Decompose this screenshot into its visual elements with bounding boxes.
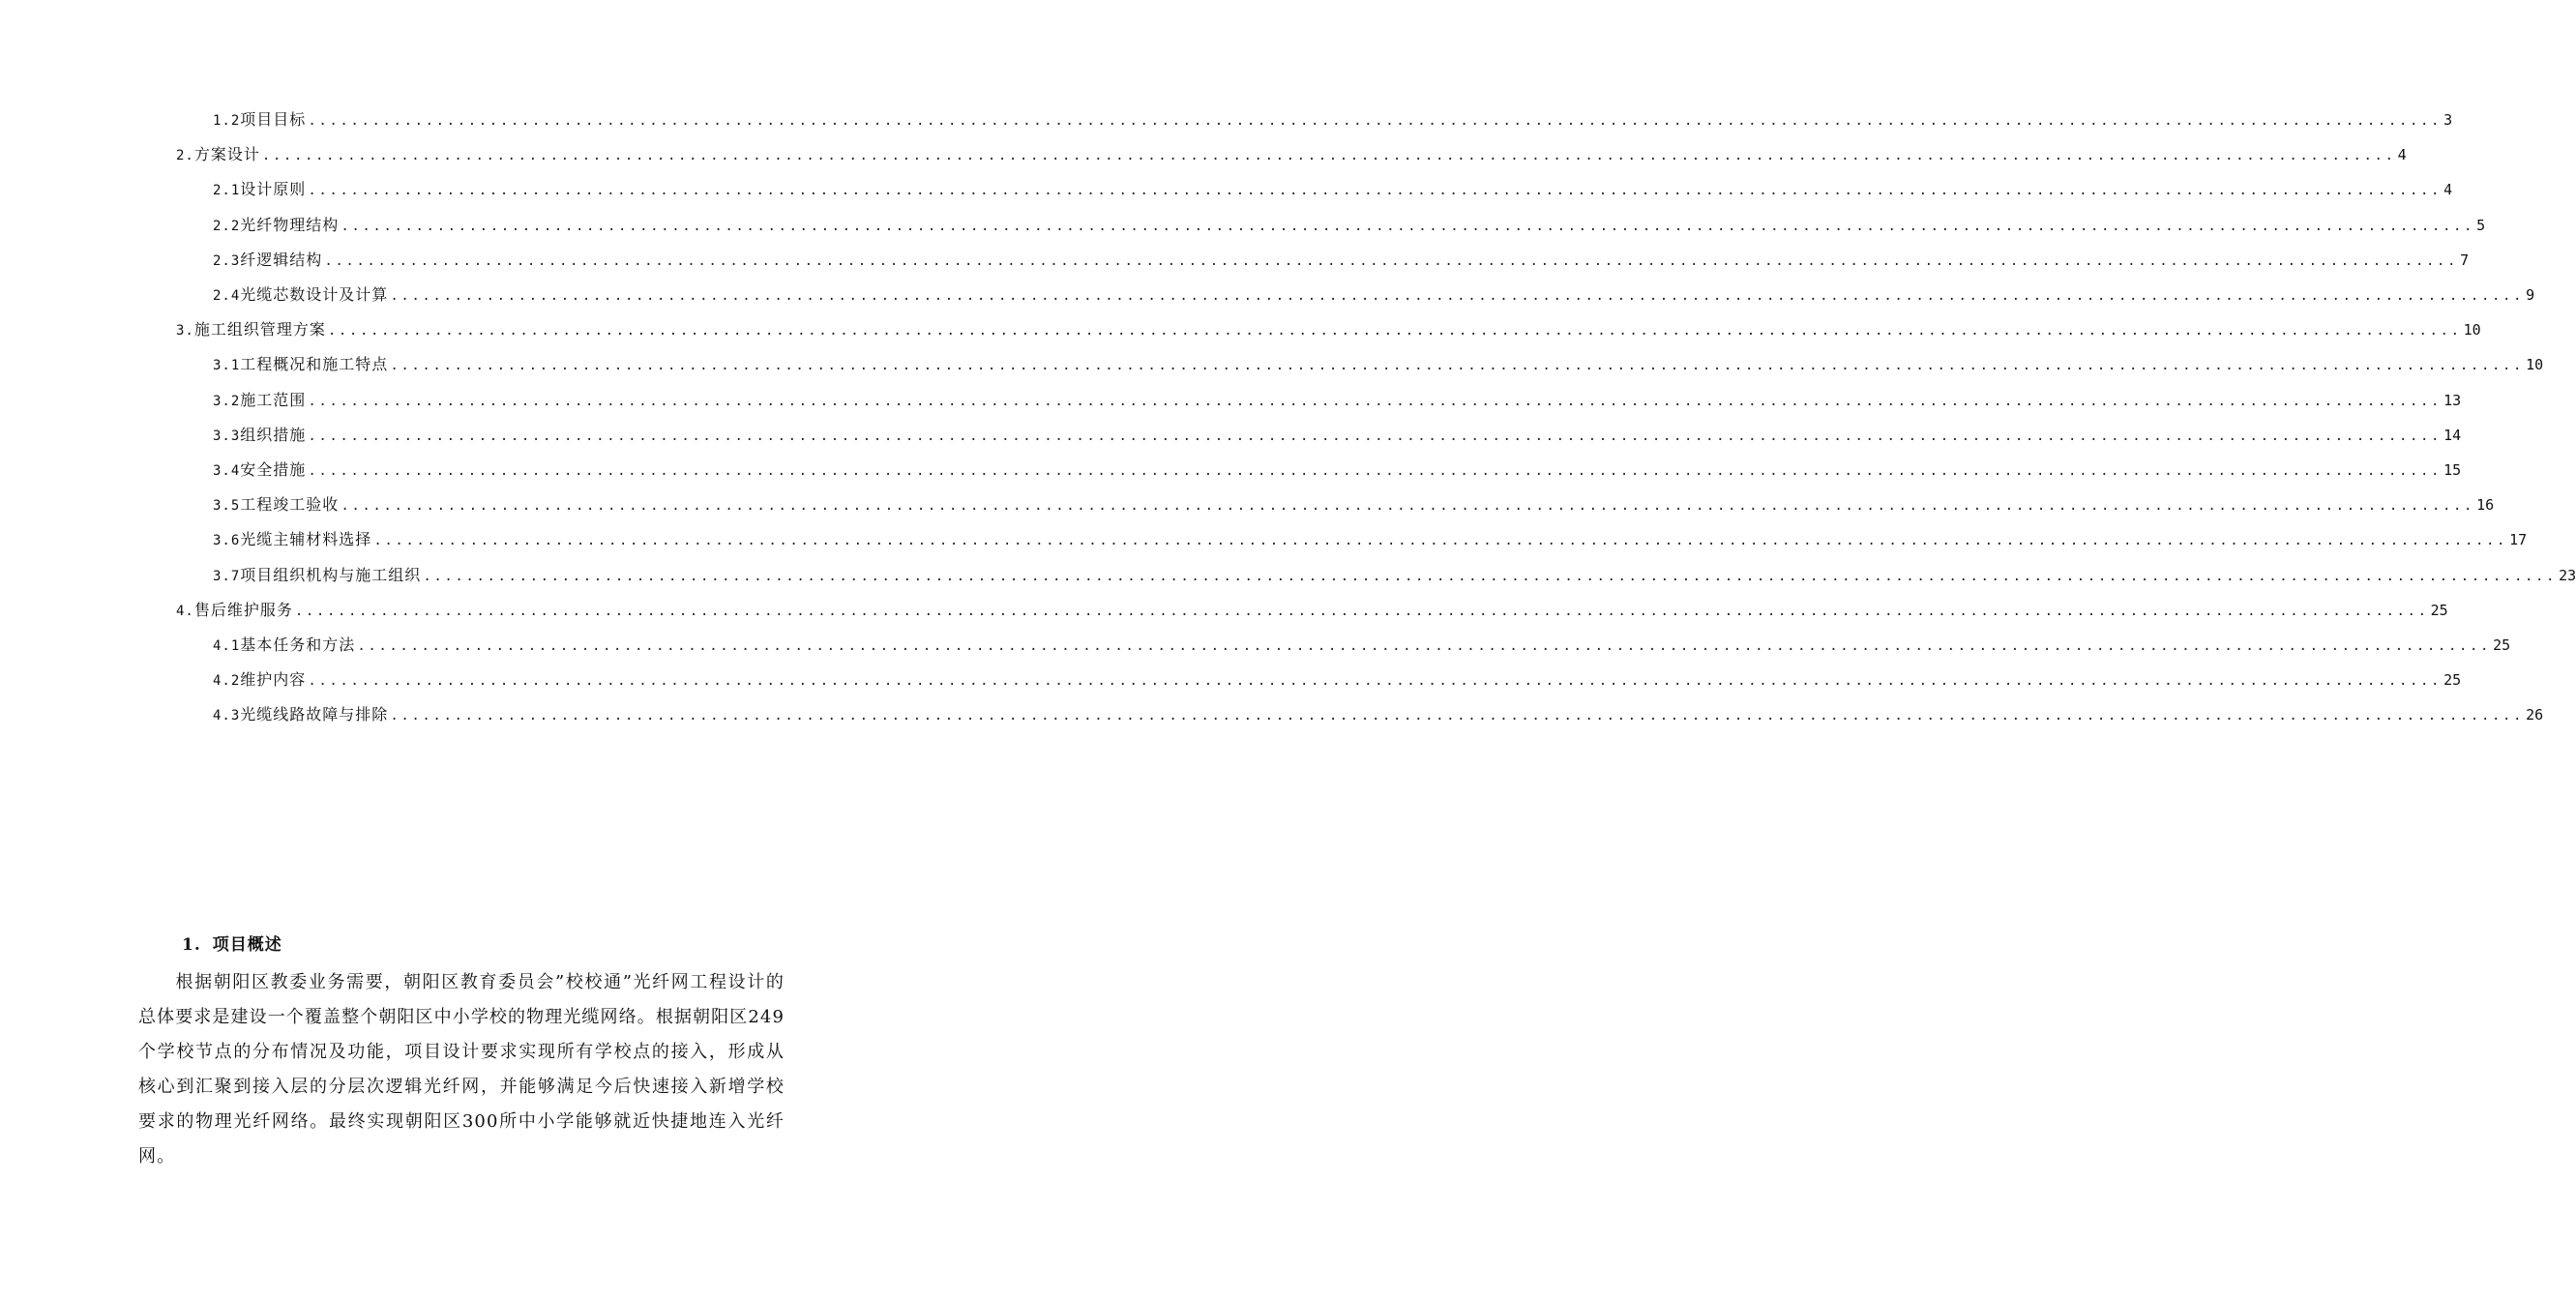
toc-entry[interactable] [213, 562, 2576, 589]
toc-entry[interactable] [213, 351, 2544, 378]
toc-entry-title: 售后维护服务 [193, 600, 293, 619]
toc-entry[interactable] [213, 106, 2453, 133]
toc-entry-page: 7 [2460, 251, 2470, 269]
toc-leader-dots: ........................................................................................................................................................................................................ [390, 288, 2525, 304]
toc-entry-title: 光缆线路故障与排除 [240, 705, 389, 724]
toc-entry-page: 10 [2526, 356, 2544, 374]
toc-entry-page: 17 [2509, 531, 2528, 549]
toc-leader-dots: ........................................................................................................................................................................................................ [294, 603, 2429, 619]
toc-entry-title: 组织措施 [240, 425, 307, 444]
toc-entry[interactable] [213, 176, 2453, 203]
toc-leader-dots: ........................................................................................................................................................................................................ [341, 498, 2475, 515]
toc-entry-number: 2.3 [213, 252, 241, 269]
toc-entry-title: 光缆芯数设计及计算 [240, 285, 389, 304]
toc-entry-title: 工程概况和施工特点 [240, 355, 389, 374]
toc-entry-page: 5 [2476, 216, 2486, 234]
toc-entry-title: 施工组织管理方案 [193, 320, 326, 340]
toc-entry-page: 14 [2443, 426, 2462, 444]
toc-leader-dots: ........................................................................................................................................................................................................ [308, 463, 2443, 479]
toc-entry[interactable] [176, 141, 2407, 168]
toc-leader-dots: ........................................................................................................................................................................................................ [324, 252, 2459, 269]
paragraph-text: 根据朝阳区教委业务需要，朝阳区教育委员会”校校通”光纤网工程设计的总体要求是建设一个覆盖整个朝阳区中小学校的物理光缆网络。根据朝阳区249个学校节点的分布情况及功能，项目设计要求实现所有学校点的接入，形成从核心到汇聚到接入层的分层次逻辑光纤网，并能够满足今后快速接入新增学校要求的物理光纤网络。最终实现朝阳区300所中小学能够就近快捷地连入光纤网。 [138, 972, 785, 1167]
toc-leader-dots: ........................................................................................................................................................................................................ [357, 638, 2492, 654]
toc-entry[interactable] [213, 666, 2462, 694]
toc-entry-title: 光纤物理结构 [240, 215, 340, 234]
toc-leader-dots: ........................................................................................................................................................................................................ [308, 183, 2443, 199]
toc-entry-number: 3.4 [213, 463, 241, 479]
toc-entry-page: 15 [2443, 461, 2462, 479]
toc-leader-dots: ........................................................................................................................................................................................................ [261, 148, 2396, 164]
toc-entry[interactable] [213, 212, 2486, 239]
toc-leader-dots: ........................................................................................................................................................................................................ [308, 673, 2443, 690]
toc-entry[interactable] [213, 281, 2535, 309]
toc-entry[interactable] [213, 387, 2462, 414]
toc-entry-number: 3. [176, 323, 194, 340]
toc-entry-page: 13 [2443, 391, 2462, 409]
toc-entry-page: 25 [2493, 636, 2511, 654]
toc-leader-dots: ........................................................................................................................................................................................................ [308, 428, 2443, 444]
toc-entry[interactable] [213, 526, 2528, 553]
toc-entry[interactable] [213, 491, 2495, 518]
toc-entry-title: 设计原则 [240, 180, 307, 199]
toc-entry-number: 4.1 [213, 638, 241, 654]
toc-entry-number: 3.1 [213, 358, 241, 374]
toc-entry-title: 方案设计 [193, 145, 260, 164]
toc-entry-number: 3.7 [213, 568, 241, 584]
section-number: 1. [182, 935, 201, 955]
section-paragraph [138, 965, 785, 1174]
toc-leader-dots: ........................................................................................................................................................................................................ [390, 358, 2525, 374]
toc-entry-title: 项目目标 [240, 110, 307, 129]
toc-entry-number: 3.2 [213, 393, 241, 409]
toc-entry-number: 2.2 [213, 218, 241, 234]
toc-entry-number: 2. [176, 148, 194, 164]
toc-entry-title: 维护内容 [240, 670, 307, 690]
toc-entry-title: 基本任务和方法 [240, 635, 356, 654]
section-heading [182, 931, 282, 955]
toc-entry[interactable] [213, 422, 2462, 449]
toc-entry-page: 25 [2443, 671, 2462, 690]
toc-entry-page: 4 [2443, 181, 2453, 199]
toc-entry-number: 4.3 [213, 708, 241, 724]
section-title: 项目概述 [212, 935, 282, 955]
toc-entry-number: 1.2 [213, 113, 241, 129]
toc-entry-title: 安全措施 [240, 460, 307, 479]
toc-leader-dots: ........................................................................................................................................................................................................ [423, 568, 2558, 584]
toc-entry-title: 施工范围 [240, 390, 307, 409]
toc-leader-dots: ........................................................................................................................................................................................................ [308, 393, 2443, 409]
toc-entry[interactable] [176, 316, 2481, 343]
toc-entry[interactable] [213, 701, 2544, 728]
toc-leader-dots: ........................................................................................................................................................................................................ [390, 708, 2525, 724]
toc-entry-page: 25 [2430, 601, 2448, 619]
toc-entry[interactable] [213, 457, 2462, 484]
toc-entry-page: 26 [2526, 706, 2544, 724]
toc-entry-page: 16 [2476, 496, 2495, 515]
toc-entry-title: 项目组织机构与施工组织 [240, 565, 422, 584]
toc-entry-title: 工程竣工验收 [240, 495, 340, 515]
toc-entry-number: 2.1 [213, 183, 241, 199]
toc-entry-title: 光缆主辅材料选择 [240, 530, 372, 549]
toc-leader-dots: ........................................................................................................................................................................................................ [373, 533, 2508, 549]
toc-entry-page: 23 [2559, 566, 2576, 584]
toc-entry-page: 4 [2397, 146, 2407, 164]
toc-entry-number: 2.4 [213, 288, 241, 304]
toc-entry-number: 4.2 [213, 673, 241, 690]
toc-entry[interactable] [176, 597, 2448, 624]
toc-entry-page: 9 [2526, 286, 2535, 304]
toc-entry-number: 3.6 [213, 533, 241, 549]
toc-leader-dots: ........................................................................................................................................................................................................ [308, 113, 2443, 129]
toc-entry-number: 4. [176, 603, 194, 619]
toc-entry[interactable] [213, 632, 2511, 659]
toc-entry-number: 3.5 [213, 498, 241, 515]
toc-entry-page: 3 [2443, 111, 2453, 129]
toc-leader-dots: ........................................................................................................................................................................................................ [341, 218, 2475, 234]
toc-entry-number: 3.3 [213, 428, 241, 444]
toc-entry-title: 纤逻辑结构 [240, 250, 323, 269]
toc-entry-page: 10 [2463, 321, 2481, 340]
toc-entry[interactable] [213, 247, 2470, 274]
toc-leader-dots: ........................................................................................................................................................................................................ [327, 323, 2462, 340]
